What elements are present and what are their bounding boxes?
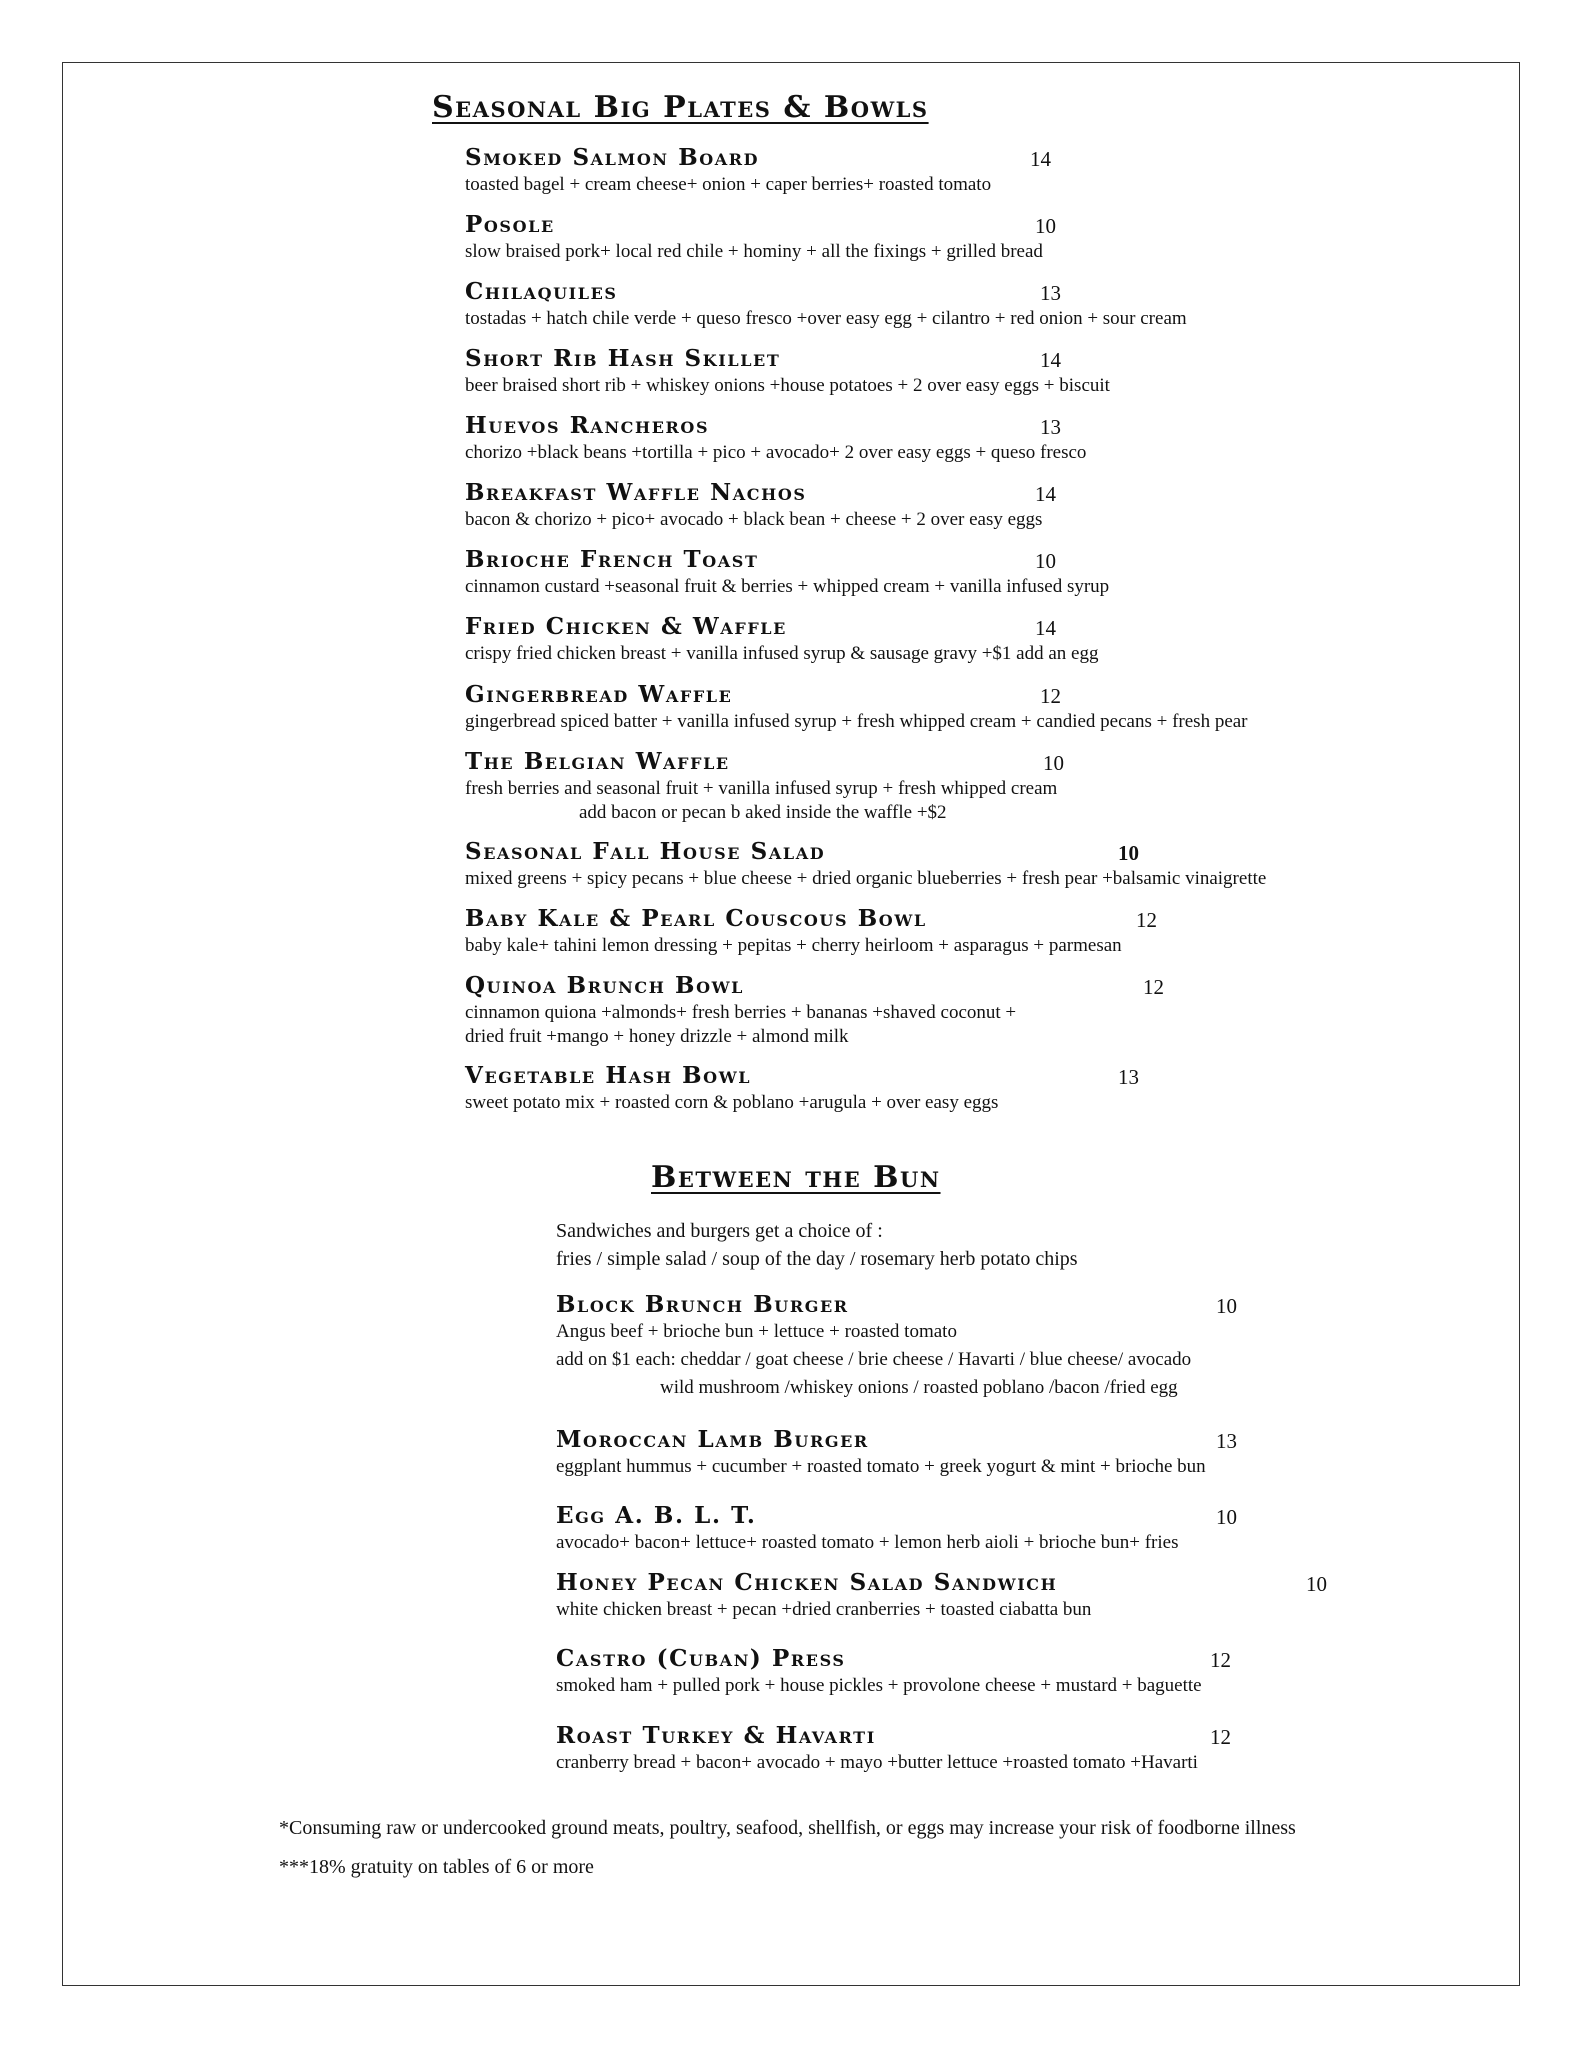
item-description: baby kale+ tahini lemon dressing + pepitas + cherry heirloom + asparagus + parmesan bbox=[465, 935, 1122, 956]
item-name: Egg A. B. L. T. bbox=[556, 1502, 757, 1529]
item-name: Short Rib Hash Skillet bbox=[465, 345, 781, 372]
item-addon: add on $1 each: cheddar / goat cheese / brie cheese / Havarti / blue cheese/ avocado bbox=[556, 1349, 1192, 1370]
item-description: toasted bagel + cream cheese+ onion + caper berries+ roasted tomato bbox=[465, 174, 992, 195]
item-description: crispy fried chicken breast + vanilla infused syrup & sausage gravy +$1 add an egg bbox=[465, 643, 1099, 664]
item-price: 13 bbox=[1040, 415, 1061, 439]
item-price: 10 bbox=[1035, 549, 1056, 573]
item-name: Brioche French Toast bbox=[465, 546, 759, 573]
item-description: white chicken breast + pecan +dried cranberries + toasted ciabatta bun bbox=[556, 1599, 1092, 1620]
item-name: Breakfast Waffle Nachos bbox=[465, 479, 807, 506]
item-name: The Belgian Waffle bbox=[465, 748, 730, 775]
item-description: sweet potato mix + roasted corn & poblano +arugula + over easy eggs bbox=[465, 1092, 999, 1113]
item-price: 12 bbox=[1210, 1648, 1231, 1672]
item-name: Block Brunch Burger bbox=[556, 1291, 849, 1318]
item-name: Castro (Cuban) Press bbox=[556, 1645, 846, 1672]
item-name: Chilaquiles bbox=[465, 278, 618, 305]
item-name: Posole bbox=[465, 211, 555, 238]
item-description: cranberry bread + bacon+ avocado + mayo +butter lettuce +roasted tomato +Havarti bbox=[556, 1752, 1198, 1773]
item-name: Quinoa Brunch Bowl bbox=[465, 972, 745, 999]
item-description: cinnamon custard +seasonal fruit & berries + whipped cream + vanilla infused syrup bbox=[465, 576, 1110, 597]
item-price: 14 bbox=[1040, 348, 1061, 372]
item-price: 14 bbox=[1030, 147, 1051, 171]
item-price: 10 bbox=[1216, 1294, 1237, 1318]
item-name: Smoked Salmon Board bbox=[465, 144, 760, 171]
item-name: Huevos Rancheros bbox=[465, 412, 710, 439]
raw-food-warning: *Consuming raw or undercooked ground meats, poultry, seafood, shellfish, or eggs may increase your risk of foodborne illness bbox=[279, 1817, 1296, 1839]
item-name: Baby Kale & Pearl Couscous Bowl bbox=[465, 905, 927, 932]
item-name: Gingerbread Waffle bbox=[465, 681, 733, 708]
item-price: 10 bbox=[1035, 214, 1056, 238]
item-price: 10 bbox=[1306, 1572, 1327, 1596]
sides-options: fries / simple salad / soup of the day / rosemary herb potato chips bbox=[556, 1248, 1078, 1270]
item-price: 12 bbox=[1040, 684, 1061, 708]
item-price: 14 bbox=[1035, 616, 1056, 640]
item-description: smoked ham + pulled pork + house pickles + provolone cheese + mustard + baguette bbox=[556, 1675, 1202, 1696]
item-name: Honey Pecan Chicken Salad Sandwich bbox=[556, 1569, 1058, 1596]
item-description: chorizo +black beans +tortilla + pico + avocado+ 2 over easy eggs + queso fresco bbox=[465, 442, 1087, 463]
item-description: bacon & chorizo + pico+ avocado + black bean + cheese + 2 over easy eggs bbox=[465, 509, 1043, 530]
item-description: slow braised pork+ local red chile + hominy + all the fixings + grilled bread bbox=[465, 241, 1043, 262]
sides-note: Sandwiches and burgers get a choice of : bbox=[556, 1220, 883, 1242]
item-description: fresh berries and seasonal fruit + vanilla infused syrup + fresh whipped cream bbox=[465, 778, 1058, 799]
section-title-plates: Seasonal Big Plates & Bowls bbox=[432, 90, 929, 125]
item-price: 13 bbox=[1118, 1065, 1139, 1089]
item-description: beer braised short rib + whiskey onions +house potatoes + 2 over easy eggs + biscuit bbox=[465, 375, 1110, 396]
item-description: avocado+ bacon+ lettuce+ roasted tomato + lemon herb aioli + brioche bun+ fries bbox=[556, 1532, 1179, 1553]
item-price: 13 bbox=[1040, 281, 1061, 305]
item-name: Moroccan Lamb Burger bbox=[556, 1426, 869, 1453]
item-name: Fried Chicken & Waffle bbox=[465, 613, 787, 640]
item-description: Angus beef + brioche bun + lettuce + roasted tomato bbox=[556, 1321, 957, 1342]
item-price: 14 bbox=[1035, 482, 1056, 506]
item-addon: add bacon or pecan b aked inside the waffle +$2 bbox=[579, 802, 947, 823]
item-name: Roast Turkey & Havarti bbox=[556, 1722, 876, 1749]
item-price: 10 bbox=[1216, 1505, 1237, 1529]
item-description: eggplant hummus + cucumber + roasted tomato + greek yogurt & mint + brioche bun bbox=[556, 1456, 1206, 1477]
item-description: tostadas + hatch chile verde + queso fresco +over easy egg + cilantro + red onion + sour cream bbox=[465, 308, 1187, 329]
item-price: 10 bbox=[1043, 751, 1064, 775]
gratuity-note: ***18% gratuity on tables of 6 or more bbox=[279, 1856, 594, 1878]
item-name: Seasonal Fall House Salad bbox=[465, 838, 826, 865]
item-price: 12 bbox=[1136, 908, 1157, 932]
item-addon-line2: wild mushroom /whiskey onions / roasted poblano /bacon /fried egg bbox=[660, 1377, 1178, 1398]
item-price: 12 bbox=[1143, 975, 1164, 999]
item-price: 10 bbox=[1118, 841, 1139, 865]
item-description: gingerbread spiced batter + vanilla infused syrup + fresh whipped cream + candied pecans + fresh pear bbox=[465, 711, 1248, 732]
item-description: cinnamon quiona +almonds+ fresh berries + bananas +shaved coconut + bbox=[465, 1002, 1017, 1023]
item-description: mixed greens + spicy pecans + blue cheese + dried organic blueberries + fresh pear +balsamic vinaigrette bbox=[465, 868, 1267, 889]
item-price: 13 bbox=[1216, 1429, 1237, 1453]
section-title-bun: Between the Bun bbox=[651, 1160, 941, 1195]
item-name: Vegetable Hash Bowl bbox=[465, 1062, 752, 1089]
item-description-line2: dried fruit +mango + honey drizzle + almond milk bbox=[465, 1026, 849, 1047]
item-price: 12 bbox=[1210, 1725, 1231, 1749]
